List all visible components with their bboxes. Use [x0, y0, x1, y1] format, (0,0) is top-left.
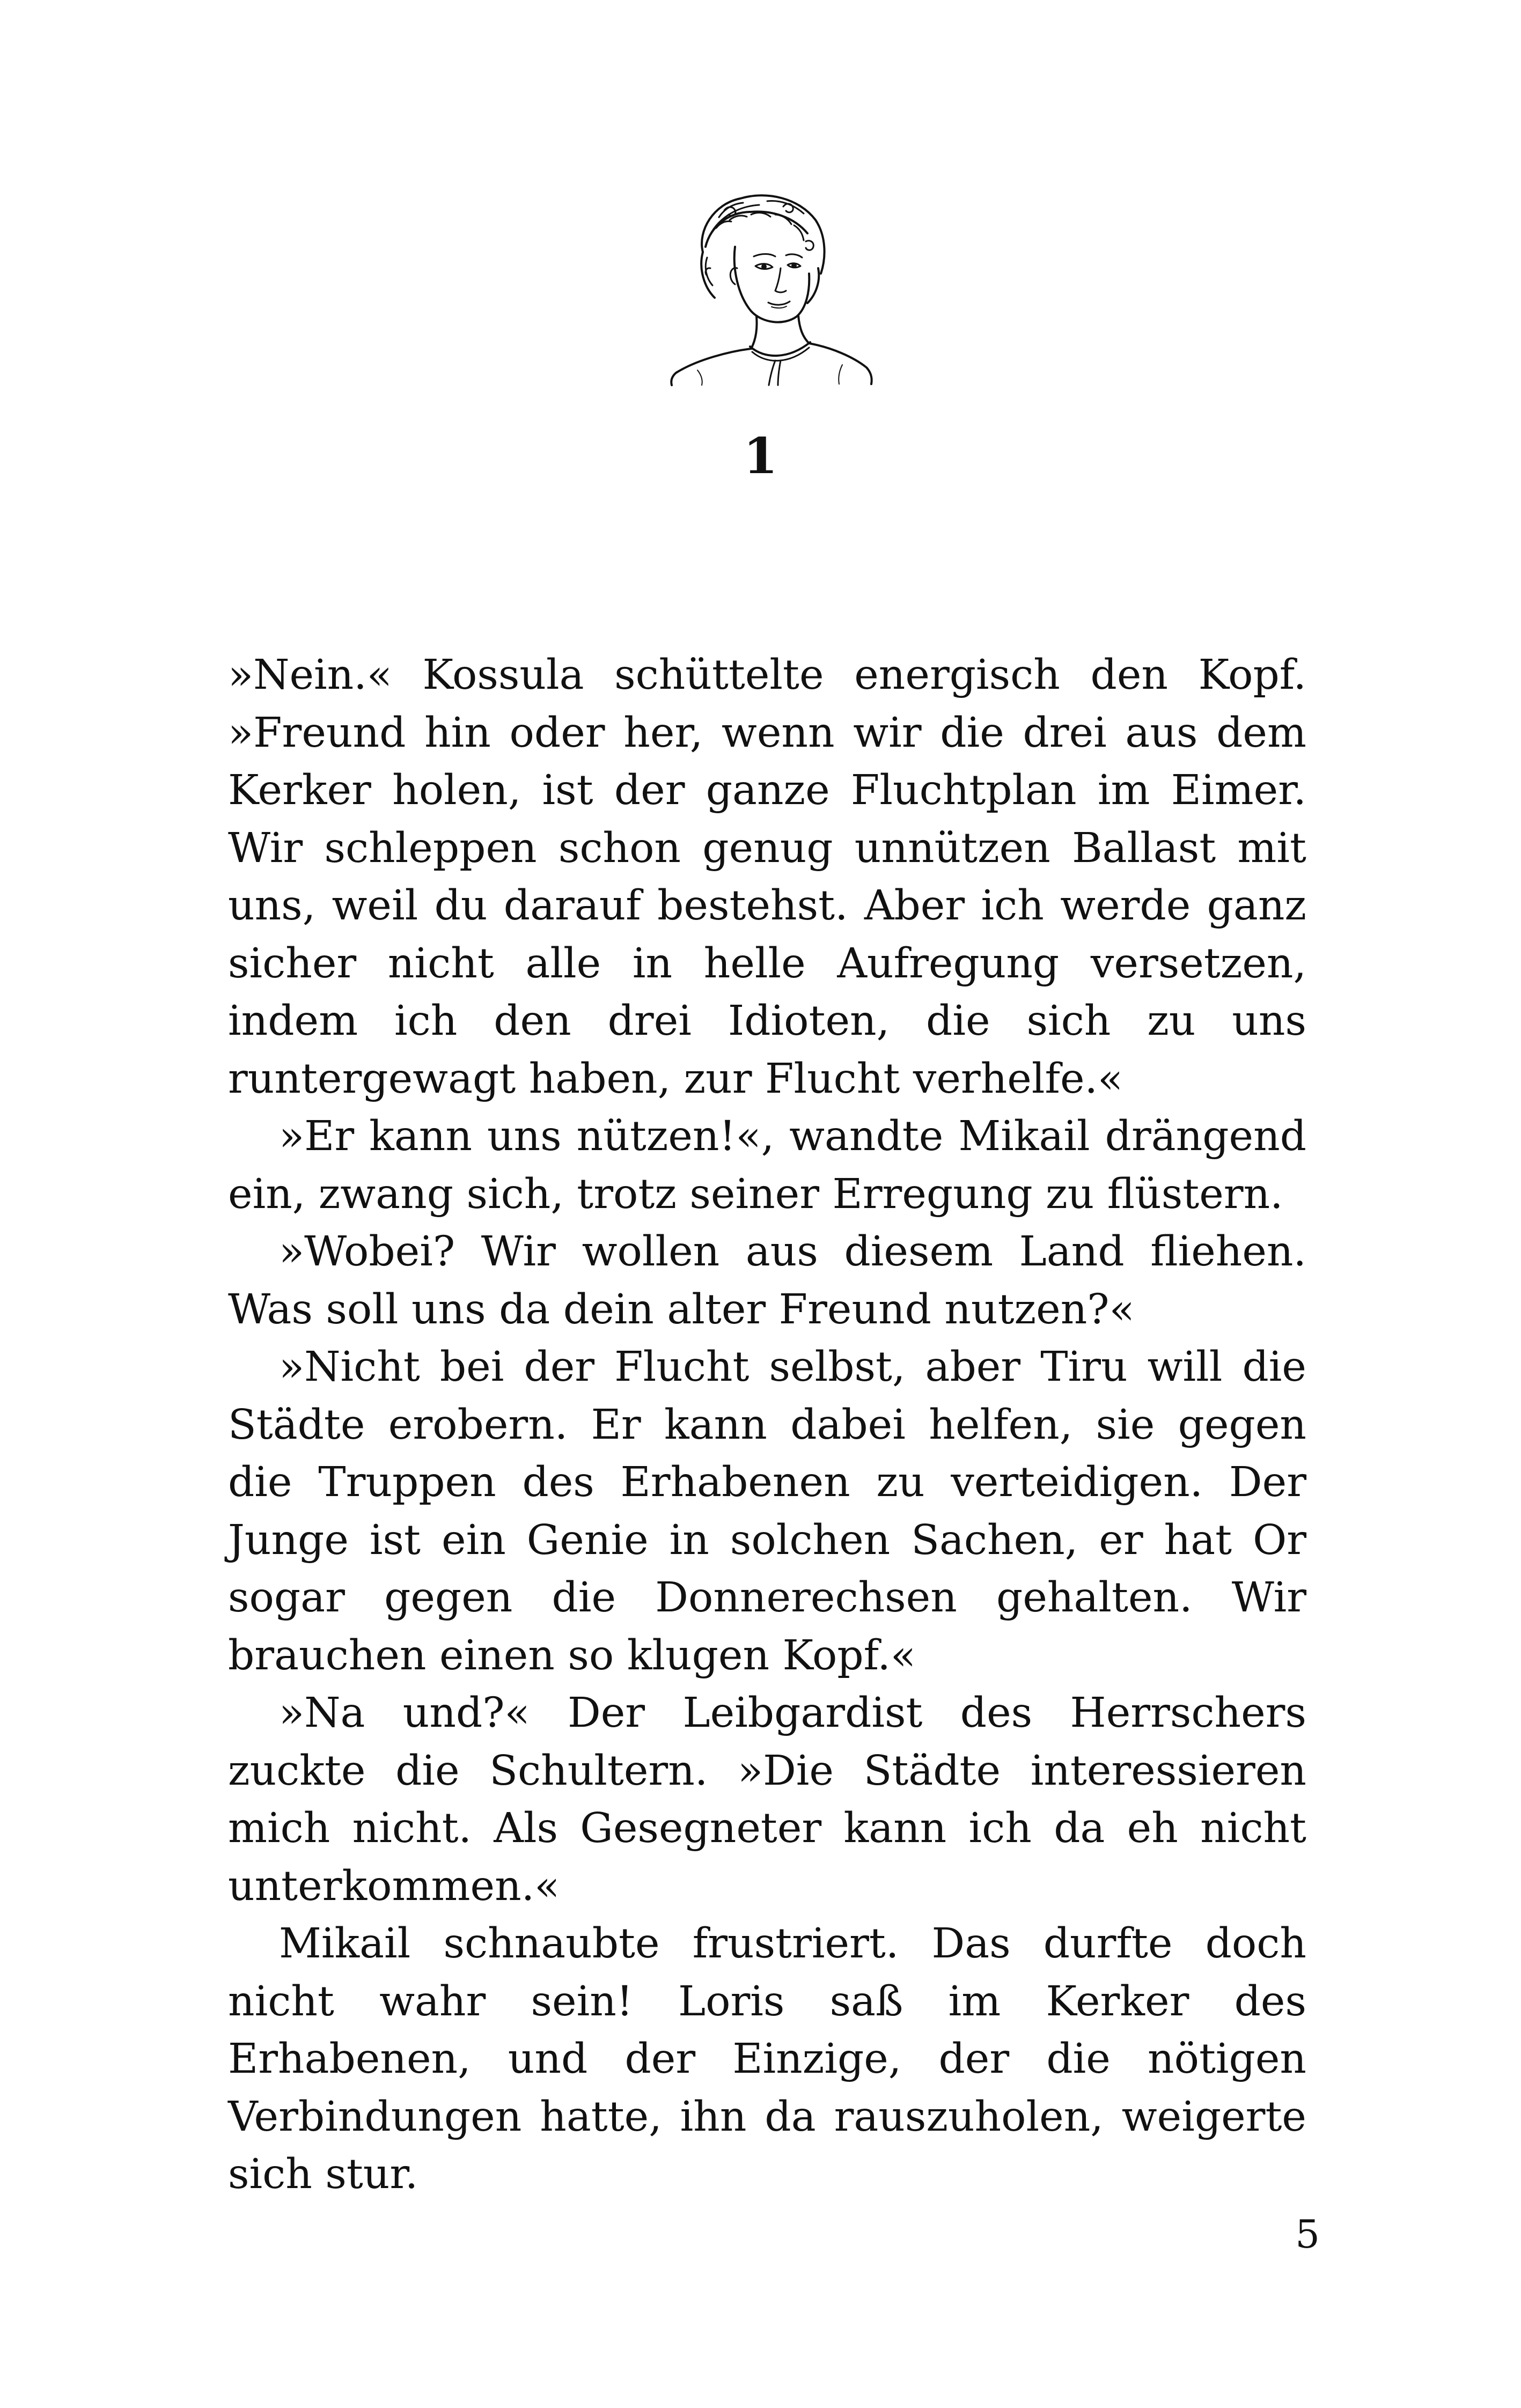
paragraph: »Nicht bei der Flucht selbst, aber Tiru will die Städte erobern. Er kann dabei helfen, sie gegen die Truppen des Erhabenen zu verteidigen. Der Junge ist ein Genie in solchen Sachen, er hat Or sogar gegen die Donnerechsen gehalten. Wir brauchen einen so klugen Kopf.«	[228, 1343, 1306, 1680]
paragraph: »Na und?« Der Leibgardist des Herrschers zuckte die Schultern. »Die Städte interessieren mich nicht. Als Gesegneter kann ich da eh nicht unterkommen.«	[228, 1689, 1306, 1910]
boy-portrait-sketch-icon	[665, 188, 875, 386]
paragraph: »Er kann uns nützen!«, wandte Mikail drängend ein, zwang sich, trotz seiner Erregung zu flüstern.	[228, 1113, 1306, 1218]
paragraph: Mikail schnaubte frustriert. Das durfte doch nicht wahr sein! Loris saß im Kerker des Erhabenen, und der Einzige, der die nötigen Verbindungen hatte, ihn da rauszuholen, weigerte sich stur.	[228, 1920, 1306, 2198]
chapter-number: 1	[743, 427, 778, 485]
body-text	[228, 646, 1306, 2204]
paragraph: »Nein.« Kossula schüttelte energisch den Kopf. »Freund hin oder her, wenn wir die drei aus dem Kerker holen, ist der ganze Fluchtplan im Eimer. Wir schleppen schon genug unnützen Ballast mit uns, weil du darauf bestehst. Aber ich werde ganz sicher nicht alle in helle Aufregung versetzen, indem ich den drei Idioten, die sich zu uns runtergewagt haben, zur Flucht verhelfe.«	[228, 651, 1306, 1103]
page-number: 5	[1295, 2212, 1320, 2257]
paragraph: »Wobei? Wir wollen aus diesem Land fliehen. Was soll uns da dein alter Freund nutzen?«	[228, 1228, 1306, 1334]
